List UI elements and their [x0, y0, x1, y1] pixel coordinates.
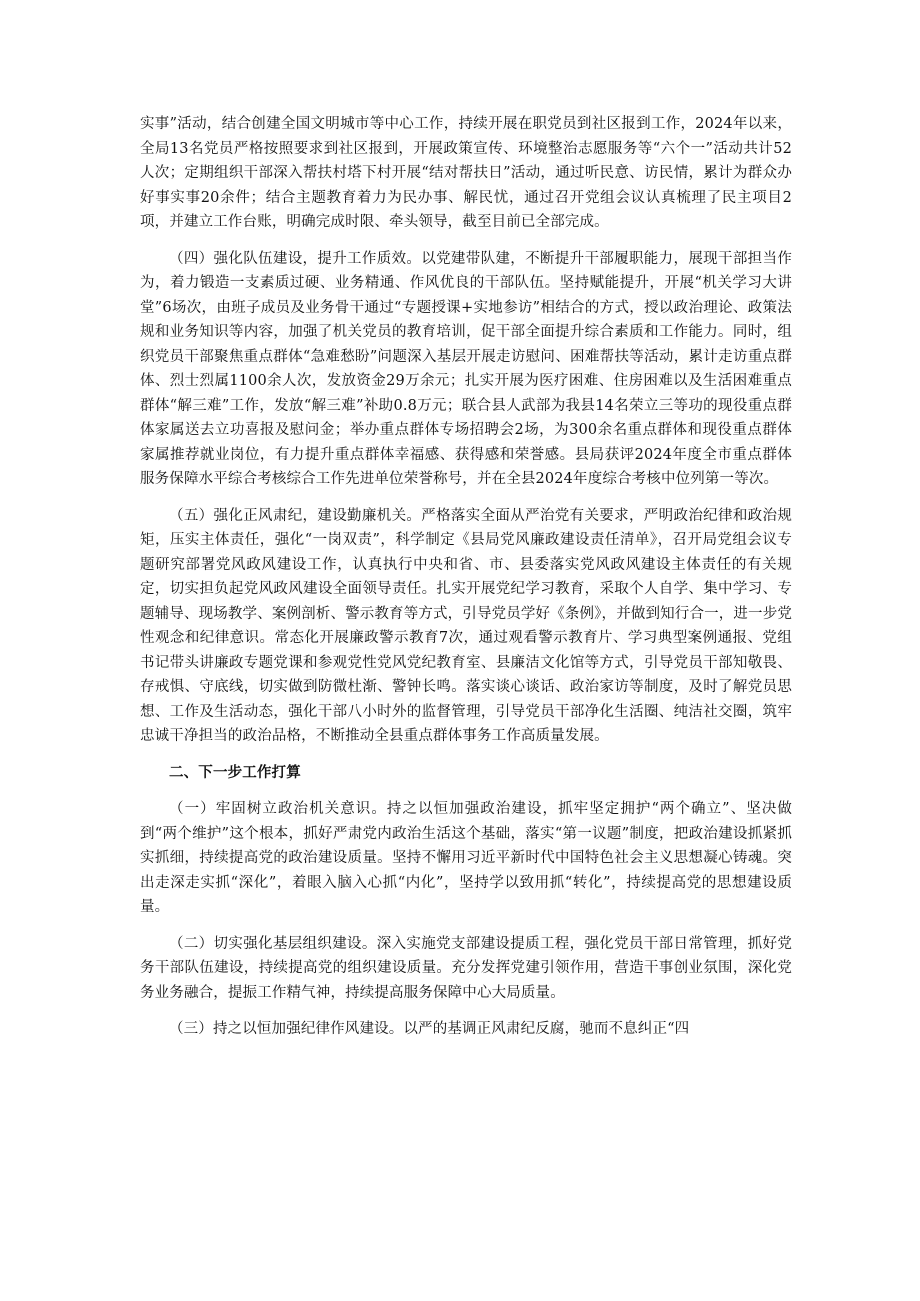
- paragraph-plan-political: （一）牢固树立政治机关意识。持之以恒加强政治建设，抓牢坚定拥护“两个确立”、坚决做到“两个维护”这个根本，抓好严肃党内政治生活这个基础，落实“第一议题”制度，把政治建设抓紧抓实抓细，持续提高党的政治建设质量。坚持不懈用习近平新时代中国特色社会主义思想凝心铸魂。突出走深走实抓“深化”，着眼入脑入心抓“内化”，坚持学以致用抓“转化”，持续提高党的思想建设质量。: [140, 801, 792, 915]
- paragraph-team-building: （四）强化队伍建设，提升工作质效。以党建带队建，不断提升干部履职能力，展现干部担当作为，着力锻造一支素质过硬、业务精通、作风优良的干部队伍。坚持赋能提升，开展“机关学习大讲堂”6场次，由班子成员及业务骨干通过“专题授课+实地参访”相结合的方式，授以政治理论、政策法规和业务知识等内容，加强了机关党员的教育培训，促干部全面提升综合素质和工作能力。同时，组织党员干部聚焦重点群体“急难愁盼”问题深入基层开展走访慰问、困难帮扶等活动，累计走访重点群体、烈士烈属1100余人次，发放资金29万余元；扎实开展为医疗困难、住房困难以及生活困难重点群体“解三难”工作，发放“解三难”补助0.8万元；联合县人武部为我县14名荣立三等功的现役重点群体家属送去立功喜报及慰问金；举办重点群体专场招聘会2场，为300余名重点群体和现役重点群体家属推荐就业岗位，有力提升重点群体幸福感、获得感和荣誉感。县局获评2024年度全市重点群体服务保障水平综合考核综合工作先进单位荣誉称号，并在全县2024年度综合考核中位列第一等次。: [140, 250, 792, 487]
- paragraph-plan-discipline: （三）持之以恒加强纪律作风建设。以严的基调正风肃纪反腐，驰而不息纠正“四: [169, 1021, 690, 1037]
- document-page: [140, 112, 792, 1054]
- paragraph-volunteer-activities: 实事”活动，结合创建全国文明城市等中心工作，持续开展在职党员到社区报到工作，2024年以来，全局13名党员严格按照要求到社区报到，开展政策宣传、环境整治志愿服务等“六个一”活动共计52人次；定期组织干部深入帮扶村塔下村开展“结对帮扶日”活动，通过听民意、访民情，累计为群众办好事实事20余件；结合主题教育着力为民办事、解民忧，通过召开党组会议认真梳理了民主项目2项，并建立工作台账，明确完成时限、牵头领导，截至目前已全部完成。: [140, 116, 792, 230]
- paragraph-plan-organization: （二）切实强化基层组织建设。深入实施党支部建设提质工程，强化党员干部日常管理，抓好党务干部队伍建设，持续提高党的组织建设质量。充分发挥党建引领作用，营造干事创业氛围，深化党务业务融合，提振工作精气神，持续提高服务保障中心大局质量。: [140, 935, 792, 1001]
- section-heading-next-steps: 二、下一步工作打算: [169, 764, 301, 781]
- paragraph-discipline: （五）强化正风肃纪，建设勤廉机关。严格落实全面从严治党有关要求，严明政治纪律和政治规矩，压实主体责任，强化“一岗双责”，科学制定《县局党风廉政建设责任清单》，召开局党组会议专题研究部署党风政风建设工作，认真执行中央和省、市、县委落实党风政风建设主体责任的有关规定，切实担负起党风政风建设全面领导责任。扎实开展党纪学习教育，采取个人自学、集中学习、专题辅导、现场教学、案例剖析、警示教育等方式，引导党员学好《条例》，并做到知行合一，进一步党性观念和纪律意识。常态化开展廉政警示教育7次，通过观看警示教育片、学习典型案例通报、党组书记带头讲廉政专题党课和参观党性党风党纪教育室、县廉洁文化馆等方式，引导党员干部知敬畏、存戒惧、守底线，切实做到防微杜渐、警钟长鸣。落实谈心谈话、政治家访等制度，及时了解党员思想、工作及生活动态，强化干部八小时外的监督管理，引导党员干部净化生活圈、纯洁社交圈，筑牢忠诚干净担当的政治品格，不断推动全县重点群体事务工作高质量发展。: [140, 507, 792, 744]
